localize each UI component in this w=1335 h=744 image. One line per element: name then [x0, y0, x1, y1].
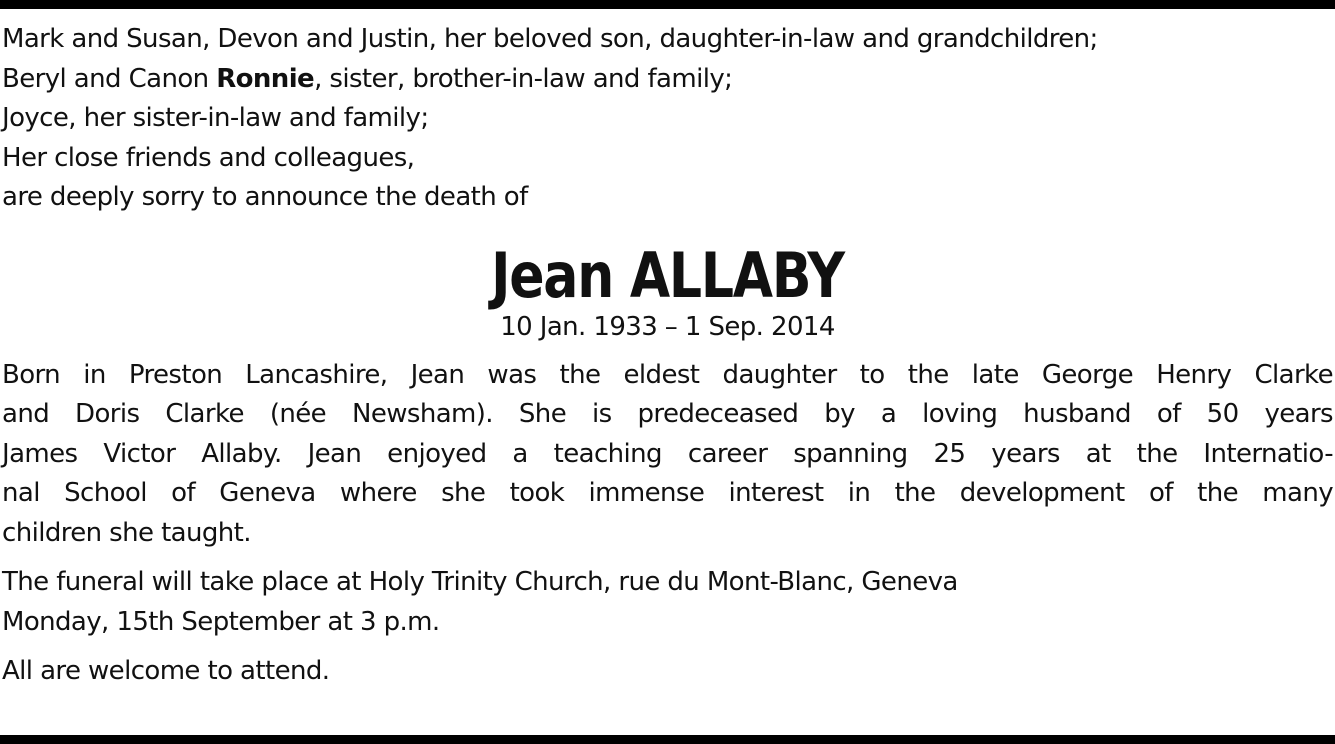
closing-text: All are welcome to attend.: [2, 656, 330, 686]
bio-line: nal School of Geneva where she took immense interest in the development of the many: [2, 478, 1333, 508]
bio-line: Born in Preston Lancashire, Jean was the eldest daughter to the late George Henry Clarke: [2, 359, 1333, 390]
closing-line: [2, 652, 1333, 692]
bio-line: James Victor Allaby. Jean enjoyed a teaching career spanning 25 years at the Internatio-: [2, 438, 1333, 469]
family-line-friends: Her close friends and colleagues,: [2, 142, 415, 173]
family-line-sister-post: , sister, brother-in-law and family;: [314, 63, 733, 94]
deceased-name: Jean ALLABY: [491, 238, 844, 312]
funeral-location: The funeral will take place at Holy Trinity Church, rue du Mont-Blanc, Geneva: [2, 567, 958, 597]
funeral-time: Monday, 15th September at 3 p.m.: [2, 606, 440, 637]
bio-line: and Doris Clarke (née Newsham). She is predeceased by a loving husband of 50 years: [2, 399, 1333, 429]
top-border-rule: [0, 0, 1335, 9]
biography-paragraph: [2, 356, 1333, 554]
bold-name-ronnie: Ronnie: [216, 63, 315, 94]
bottom-border-rule: [0, 735, 1335, 744]
family-line-sister-pre: Beryl and Canon: [2, 63, 217, 94]
funeral-details: [2, 563, 1333, 642]
announcement-line: are deeply sorry to announce the death of: [2, 182, 528, 212]
life-dates: 10 Jan. 1933 – 1 Sep. 2014: [500, 311, 835, 342]
family-line-son: Mark and Susan, Devon and Justin, her beloved son, daughter-in-law and grandchildren;: [2, 24, 1098, 54]
family-line-sister: [2, 60, 1333, 100]
family-line-sister-in-law: Joyce, her sister-in-law and family;: [2, 103, 429, 133]
obituary-notice: [2, 20, 1333, 692]
family-announcement: [2, 20, 1333, 218]
bio-line: children she taught.: [2, 517, 251, 548]
